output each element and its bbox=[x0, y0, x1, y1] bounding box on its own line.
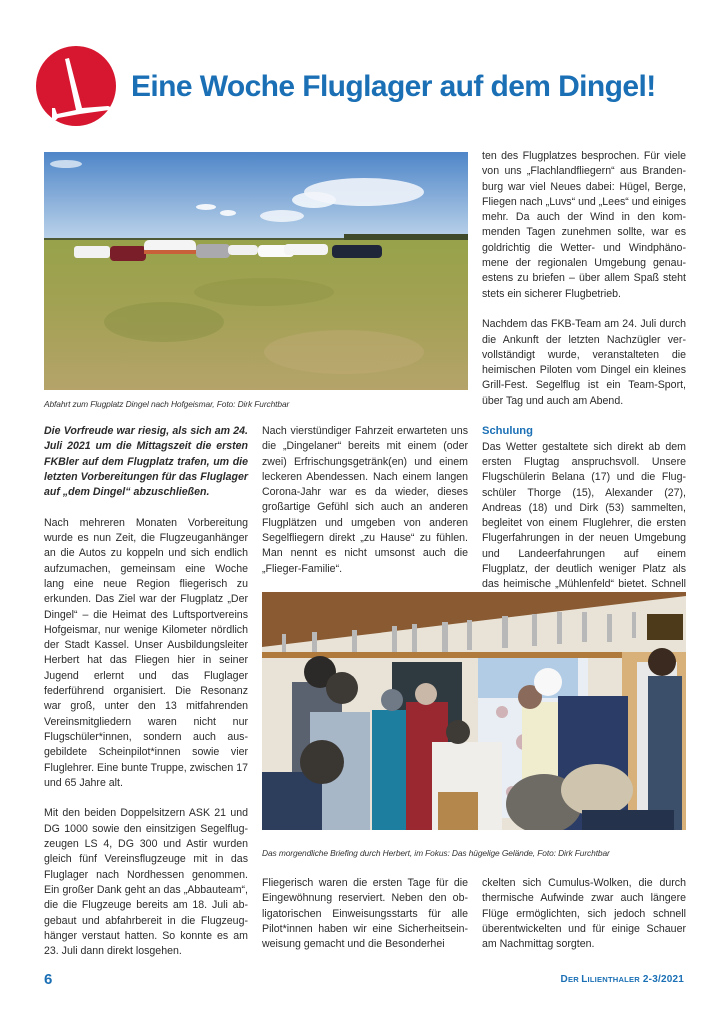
article-paragraph: ten des Flugplatzes besprochen. Für viele von uns „Flachlandfliegern“ aus Brandenburg war viel Neues dabei: Hügel, Berge, Fliegen nach „Luvs“ und „Lees“ und einiges mehr. Da auch der Wind in den kommenden Tagen zunehmen sollte, war es goldrichtig die Wetter- und Windphänomene der regionalen Umgebung genauestens zu briefen – über allem Spaß steht stets ein sicherer Flugbetrieb. bbox=[482, 150, 686, 300]
article-paragraph: Nachdem das FKB-Team am 24. Juli durch die Ankunft der letzten Nachzügler vervollständigt wurde, veranstalteten die heimischen Piloten vom Dingel ein kleines Grill-Fest. Segelflug ist ein Team-Sport, über Tag und auch am Abend. bbox=[482, 318, 686, 407]
article-paragraph: Das Wetter gestaltete sich direkt ab dem ersten Flugtag anspruchsvoll. Unsere Flugschülerin Belana (17) und die Flugschüler Thorge (15), Alexander (27), Andreas (18) und Dirk (53) sammelten, begleitet von einem Fluglehrer, die ersten Flugerfahrungen in der neuen Umgebung und Landeerfahrungen auf einem Flugplatz, der deutlich weniger Platz als das heimische „Mühlenfeld“ bietet. Schnell bbox=[482, 440, 686, 591]
article-column-1 bbox=[44, 424, 248, 959]
article-paragraph: Nach mehreren Monaten Vorbereitung wurde es nun Zeit, die Flugzeuganhänger an die Autos zu koppeln und sich endlich aufzumachen, gemeinsam eine Woche lang eine neue Region fliegerisch zu erkunden. Das Ziel war der Flugplatz „Der Dingel“ – die Heimat des Luftsportvereins Hofgeismar, nur wenige Kilometer nördlich der Stadt Kassel. Unser Ausbildungsleiter Herbert hat das Fliegen hier in seiner Jugend erlernt und das Fluglager federführend organisiert. Die Resonanz war groß, unter den 13 mitfahrenden Vereinsmitgliedern waren nicht nur Flugschüler*innen, sondern auch ausgebildete Scheinpilot*innen sowie vier Fluglehrer. Eine bunte Truppe, zwischen 17 und 65 Jahre alt. bbox=[44, 516, 248, 789]
article-paragraph: Mit den beiden Doppelsitzern ASK 21 und DG 1000 sowie den einsitzigen Segelflugzeugen LS 4, DG 300 und Astir wurden gleich fünf Vereinsflugzeuge mit in das Fluglager nach Nordhessen genommen. Ein großer Dank geht an das „Abbauteam“, die die Flugzeuge bereits am 18. Juli abgebaut und abfahrbereit in die Flugzeughänger verstaut hatten. So konnte es am 23. Juli dann direkt losgehen. bbox=[44, 807, 248, 958]
photo-briefing bbox=[262, 592, 686, 830]
issue-number: 2-3/2021 bbox=[639, 974, 684, 985]
article-lead: Die Vorfreude war riesig, als sich am 24. Juli 2021 um die Mittagszeit die ersten FKBler auf dem Flugplatz trafen, um die letzten Vorbereitungen für das Fluglager auf „dem Dingel“ abzuschließen. bbox=[44, 425, 248, 499]
photo-caption: Abfahrt zum Flugplatz Dingel nach Hofgeismar, Foto: Dirk Furchtbar bbox=[44, 399, 290, 409]
article-column-2-bottom bbox=[262, 876, 468, 952]
article-column-3-bottom bbox=[482, 876, 686, 952]
article-column-3-top bbox=[482, 149, 686, 608]
club-logo bbox=[36, 46, 116, 126]
magazine-smallcaps: ILIENTHALER bbox=[587, 975, 640, 984]
article-title: Eine Woche Fluglager auf dem Dingel! bbox=[131, 70, 656, 103]
glider-logo-icon bbox=[36, 46, 116, 126]
magazine-letter: L bbox=[581, 974, 588, 985]
magazine-issue bbox=[561, 974, 684, 985]
page-number: 6 bbox=[44, 971, 53, 988]
magazine-letter: D bbox=[560, 974, 568, 985]
article-paragraph: ckelten sich Cumulus-Wolken, die durch thermische Aufwinde zwar auch längere Flüge ermöglichten, sich jedoch schnell überentwickelten und für einige Schauer am Nachmittag sorgten. bbox=[482, 877, 686, 951]
magazine-smallcaps: ER bbox=[567, 975, 582, 984]
article-paragraph: Fliegerisch waren die ersten Tage für die Eingewöhnung reserviert. Neben den obligatorischen Einweisungsstarts für alle Pilot*innen haben wir eine Sicherheitseinweisung gemacht und die Besonderhei bbox=[262, 877, 468, 951]
article-column-2-top bbox=[262, 424, 468, 577]
section-heading: Schulung bbox=[482, 425, 533, 438]
photo-airfield bbox=[44, 152, 468, 390]
photo-caption: Das morgendliche Briefing durch Herbert, im Fokus: Das hügelige Gelände, Foto: Dirk Furchtbar bbox=[262, 848, 610, 858]
article-paragraph: Nach vierstündiger Fahrzeit erwarteten uns die „Dingelaner“ bereits mit einem (oder zwei) Erfrischungsgetränk(en) und einem leckeren Abendessen. Nach einem langen Corona-Jahr war es da wieder, dieses großartige Gefühl sich auch an anderen Flugplätzen und umgeben von anderen Segelfliegern direkt „zu Hause“ zu fühlen. Man nennt es nicht umsonst auch die „Flieger-Familie“. bbox=[262, 425, 468, 575]
